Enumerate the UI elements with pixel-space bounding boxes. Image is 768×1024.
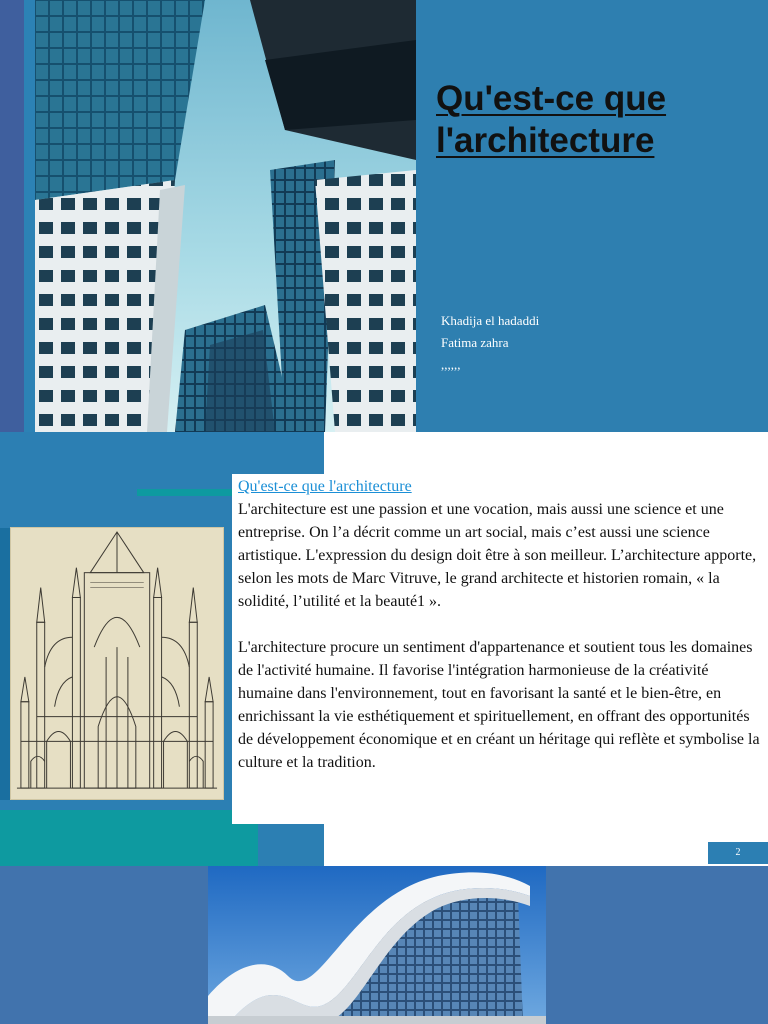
author-name: Fatima zahra [441,335,509,350]
modern-building-photo [208,866,546,1024]
author-placeholder: ,,,,,, [441,357,461,372]
cover-title: Qu'est-ce que l'architecture [436,79,667,160]
text-box [232,474,768,824]
cover-page [0,0,768,432]
teal-panel [0,810,258,866]
cover-separator-strip [24,0,35,432]
third-page [0,866,768,1024]
page-number: 2 [708,842,768,864]
content-page [0,432,768,866]
paragraph-2: L'architecture procure un sentiment d'appartenance et soutient tous les domaines de l'activité humaine. Il favorise l'intégration harmonieuse de la créativité humaine dans l'environnement, tout en favorisant la santé et le bien-être, en enrichissant la vie esthétiquement et spirituellement, en offrant des opportunités de développement économique et en créant un héritage qui reflète et symbolise la culture et la tradition. [238,639,760,771]
cover-authors [441,310,539,376]
teal-accent-bar [137,489,233,496]
author-name: Khadija el hadaddi [441,313,540,328]
cover-side-strip [0,0,24,432]
skyscrapers-photo [35,0,416,432]
white-panel [324,432,768,470]
side-accent-line [0,528,10,800]
cathedral-drawing [10,527,224,800]
paragraph-1: L'architecture est une passion et une vocation, mais aussi une science et une entreprise. On l’a décrit comme un art social, mais c’est aussi une science artistique. L'expression du design doit être à son meilleur. L’architecture apporte, selon les mots de Marc Vitruve, le grand architecte et historien romain, « la solidité, l’utilité et la beauté1 ». [238,501,757,610]
section-heading-link[interactable]: Qu'est-ce que l'architecture [238,478,412,495]
